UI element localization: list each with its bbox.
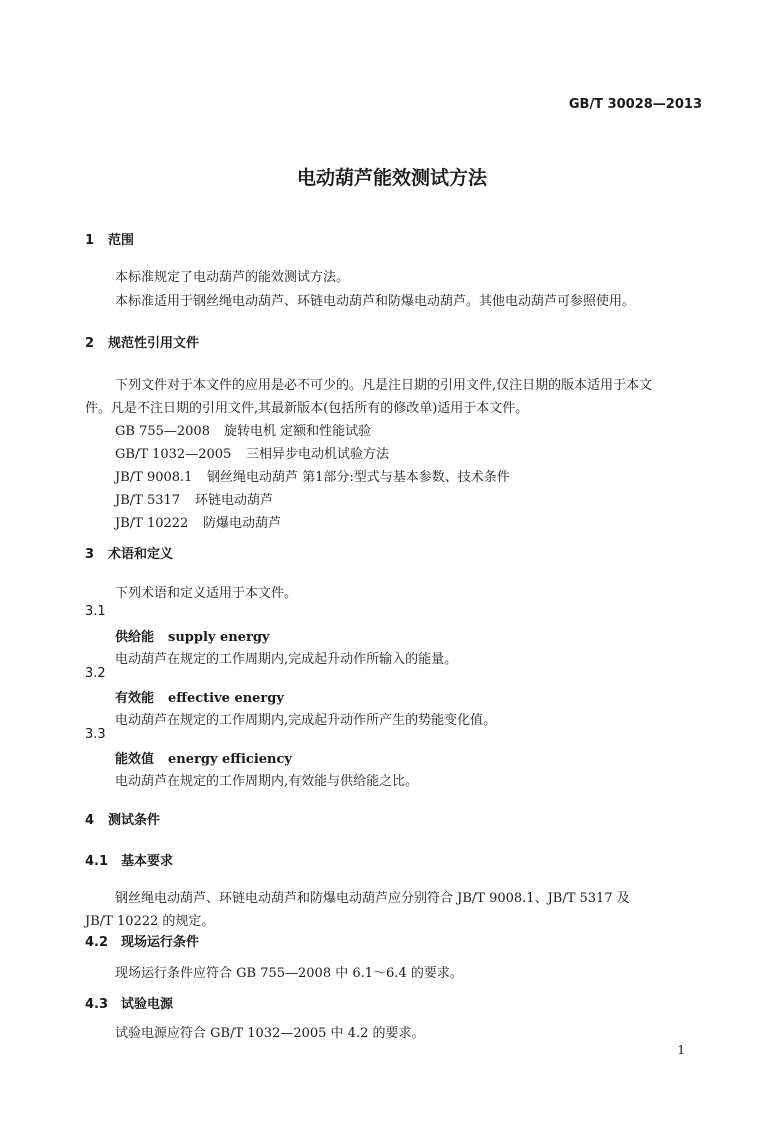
subsection-number: 4.3 bbox=[85, 997, 109, 1012]
term-english: energy efficiency bbox=[168, 752, 292, 767]
reference-code: JB/T 5317 bbox=[115, 493, 181, 508]
subsection-title: 现场运行条件 bbox=[121, 935, 200, 950]
term-number: 3.2 bbox=[85, 666, 106, 681]
term-chinese: 有效能 bbox=[115, 691, 155, 706]
reference-item bbox=[115, 443, 389, 462]
section-number: 2 bbox=[85, 336, 95, 351]
section-1-heading bbox=[85, 229, 134, 248]
reference-name: 防爆电动葫芦 bbox=[203, 516, 282, 531]
term-definition: 电动葫芦在规定的工作周期内,完成起升动作所输入的能量。 bbox=[115, 652, 458, 667]
term-number: 3.1 bbox=[85, 604, 106, 619]
reference-code: JB/T 10222 bbox=[115, 516, 189, 531]
subsection-number: 4.1 bbox=[85, 854, 109, 869]
subsection-number: 4.2 bbox=[85, 935, 109, 950]
paragraph-continuation: JB/T 10222 的规定。 bbox=[85, 914, 215, 929]
subsection-title: 试验电源 bbox=[121, 997, 174, 1012]
paragraph: 现场运行条件应符合 GB 755—2008 中 6.1～6.4 的要求。 bbox=[115, 966, 463, 981]
section-3-heading bbox=[85, 543, 173, 562]
section-number: 4 bbox=[85, 813, 95, 828]
reference-code: GB/T 1032—2005 bbox=[115, 447, 232, 462]
paragraph: 下列文件对于本文件的应用是必不可少的。凡是注日期的引用文件,仅注日期的版本适用于本文 bbox=[115, 378, 653, 393]
reference-name: 三相异步电动机试验方法 bbox=[246, 447, 390, 462]
reference-item bbox=[115, 420, 371, 439]
paragraph: 本标准规定了电动葫芦的能效测试方法。 bbox=[115, 270, 350, 285]
standard-code: GB/T 30028—2013 bbox=[568, 97, 702, 112]
paragraph: 钢丝绳电动葫芦、环链电动葫芦和防爆电动葫芦应分别符合 JB/T 9008.1、JB/T 5317 及 bbox=[115, 891, 630, 906]
subsection-4-1-heading bbox=[85, 850, 173, 869]
reference-name: 钢丝绳电动葫芦 第1部分:型式与基本参数、技术条件 bbox=[207, 470, 510, 485]
reference-code: GB 755—2008 bbox=[115, 424, 210, 439]
section-title: 规范性引用文件 bbox=[108, 336, 200, 351]
term-english: supply energy bbox=[168, 630, 270, 645]
term-definition: 电动葫芦在规定的工作周期内,有效能与供给能之比。 bbox=[115, 774, 419, 789]
reference-item bbox=[115, 466, 510, 485]
reference-code: JB/T 9008.1 bbox=[115, 470, 193, 485]
document-title: 电动葫芦能效测试方法 bbox=[296, 167, 487, 189]
paragraph: 试验电源应符合 GB/T 1032—2005 中 4.2 的要求。 bbox=[115, 1026, 425, 1041]
paragraph: 本标准适用于钢丝绳电动葫芦、环链电动葫芦和防爆电动葫芦。其他电动葫芦可参照使用。 bbox=[115, 294, 636, 309]
subsection-title: 基本要求 bbox=[121, 854, 174, 869]
term-entry bbox=[115, 748, 292, 767]
reference-item bbox=[115, 489, 273, 508]
paragraph: 下列术语和定义适用于本文件。 bbox=[115, 586, 298, 601]
subsection-4-2-heading bbox=[85, 931, 199, 950]
paragraph-continuation: 件。凡是不注日期的引用文件,其最新版本(包括所有的修改单)适用于本文件。 bbox=[85, 401, 529, 416]
term-definition: 电动葫芦在规定的工作周期内,完成起升动作所产生的势能变化值。 bbox=[115, 713, 497, 728]
term-number: 3.3 bbox=[85, 727, 106, 742]
term-entry bbox=[115, 687, 284, 706]
page-number: 1 bbox=[677, 1043, 685, 1057]
section-number: 1 bbox=[85, 233, 95, 248]
section-number: 3 bbox=[85, 547, 95, 562]
section-title: 术语和定义 bbox=[108, 547, 174, 562]
section-title: 范围 bbox=[108, 233, 135, 248]
term-english: effective energy bbox=[168, 691, 284, 706]
term-chinese: 供给能 bbox=[115, 630, 155, 645]
term-entry bbox=[115, 626, 269, 645]
section-2-heading bbox=[85, 332, 199, 351]
section-4-heading bbox=[85, 809, 160, 828]
subsection-4-3-heading bbox=[85, 993, 173, 1012]
reference-item bbox=[115, 512, 281, 531]
term-chinese: 能效值 bbox=[115, 752, 155, 767]
reference-name: 环链电动葫芦 bbox=[195, 493, 274, 508]
section-title: 测试条件 bbox=[108, 813, 161, 828]
reference-name: 旋转电机 定额和性能试验 bbox=[224, 424, 372, 439]
